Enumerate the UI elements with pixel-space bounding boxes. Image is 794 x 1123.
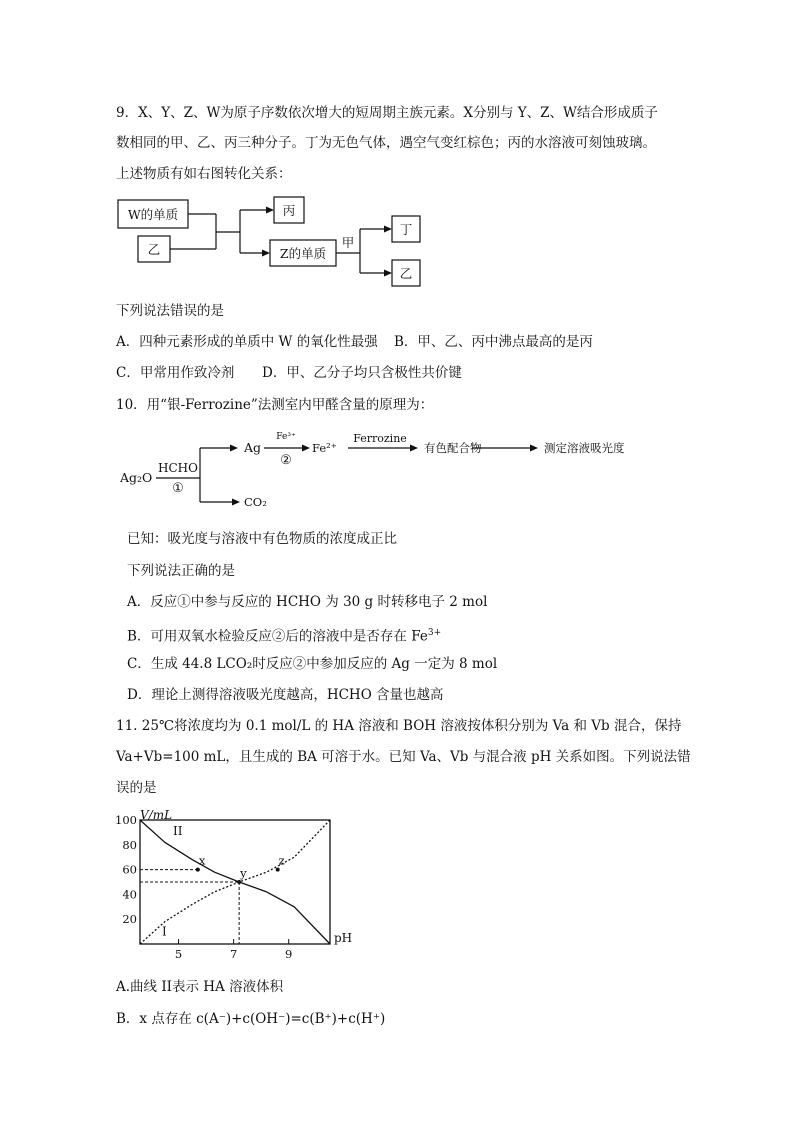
q11-line2: Va+Vb=100 mL，且生成的 BA 可溶于水。已知 Va、Vb 与混合液 pH 关系如图。下列说法错 [116, 749, 691, 765]
y-tick-label: 80 [122, 837, 137, 852]
label-bing: 丙 [282, 203, 296, 218]
x-tick-label: 9 [285, 947, 293, 960]
reagent-hcho: HCHO [158, 461, 198, 475]
x-tick-label: 7 [229, 947, 238, 960]
label-arrow-jia: 甲 [341, 235, 355, 250]
colored-complex: 有色配合物 [424, 441, 482, 455]
product-co2: CO₂ [244, 495, 267, 509]
q11-volume-ph-chart [112, 810, 362, 960]
label-z-element: Z的单质 [279, 246, 327, 261]
point-label-z: z [278, 853, 285, 868]
x-axis-label: pH [334, 931, 353, 945]
q11-option-b: B．x 点存在 c(A⁻)+c(OH⁻)=c(B⁺)+c(H⁺) [116, 1011, 386, 1027]
label-w-element: W的单质 [127, 207, 179, 222]
q9-line1: 9．X、Y、Z、W为原子序数依次增大的短周期主族元素。X分别与 Y、Z、W结合形成质子 [116, 105, 658, 121]
product-ag: Ag [244, 440, 262, 455]
q9-option-d: D．甲、乙分子均只含极性共价键 [262, 365, 462, 381]
q9-option-b: B．甲、乙、丙中沸点最高的是丙 [394, 334, 593, 350]
point-label-y: y [240, 866, 247, 880]
q11-option-a: A.曲线 II表示 HA 溶液体积 [116, 979, 284, 995]
y-tick-label: 40 [122, 887, 137, 902]
q9-prompt: 下列说法错误的是 [116, 303, 224, 319]
y-tick-label: 20 [122, 912, 137, 927]
y-axis-label: V/mL [140, 810, 173, 822]
start-ag2o: Ag₂O [120, 470, 153, 485]
x-tick-label: 5 [174, 947, 183, 960]
q10-line1: 10．用“银-Ferrozine”法测室内甲醛含量的原理为： [116, 397, 434, 413]
measure-absorbance: 测定溶液吸光度 [544, 441, 625, 455]
q9-line2: 数相同的甲、乙、丙三种分子。丁为无色气体，遇空气变红棕色；丙的水溶液可刻蚀玻璃。 [116, 135, 656, 151]
q10-prompt: 下列说法正确的是 [127, 563, 235, 579]
point-x [196, 868, 200, 872]
q10-option-b [127, 624, 441, 646]
product-fe2: Fe²⁺ [312, 441, 337, 455]
q9-option-c: C．甲常用作致冷剂 [116, 365, 235, 381]
q10-option-a: A．反应①中参与反应的 HCHO 为 30 g 时转移电子 2 mol [127, 594, 488, 610]
point-z [276, 868, 280, 872]
q10-reaction-scheme [116, 424, 646, 516]
q9-line3: 上述物质有如右图转化关系： [116, 166, 292, 182]
step-1: ① [172, 481, 184, 496]
point-label-x: x [198, 853, 206, 868]
q11-line3: 误的是 [116, 780, 157, 796]
reagent-ferrozine: Ferrozine [353, 432, 407, 445]
reagent-fe3: Fe³⁺ [276, 432, 296, 442]
label-yi-right: 乙 [399, 266, 413, 281]
label-yi-left: 乙 [147, 242, 161, 257]
series-label-II: II [173, 823, 183, 838]
label-ding: 丁 [399, 222, 413, 237]
q10-known: 已知：吸光度与溶液中有色物质的浓度成正比 [127, 531, 397, 547]
q10-option-b-superscript: 3+ [427, 628, 442, 638]
q9-conversion-diagram [116, 194, 436, 294]
y-tick-label: 60 [122, 862, 137, 877]
q11-line1: 11. 25℃将浓度均为 0.1 mol/L 的 HA 溶液和 BOH 溶液按体积分别为 Va 和 Vb 混合，保持 [116, 718, 682, 734]
y-tick-label: 100 [115, 813, 137, 827]
q10-option-b-text: B．可用双氧水检验反应②后的溶液中是否存在 Fe [127, 628, 428, 645]
q10-option-d: D．理论上测得溶液吸光度越高，HCHO 含量也越高 [127, 687, 444, 703]
q9-option-a: A．四种元素形成的单质中 W 的氧化性最强 [116, 334, 378, 350]
series-label-I: I [162, 924, 167, 939]
step-2: ② [280, 453, 292, 468]
q10-option-c: C．生成 44.8 LCO₂时反应②中参加反应的 Ag 一定为 8 mol [127, 656, 498, 672]
point-y [237, 880, 241, 884]
